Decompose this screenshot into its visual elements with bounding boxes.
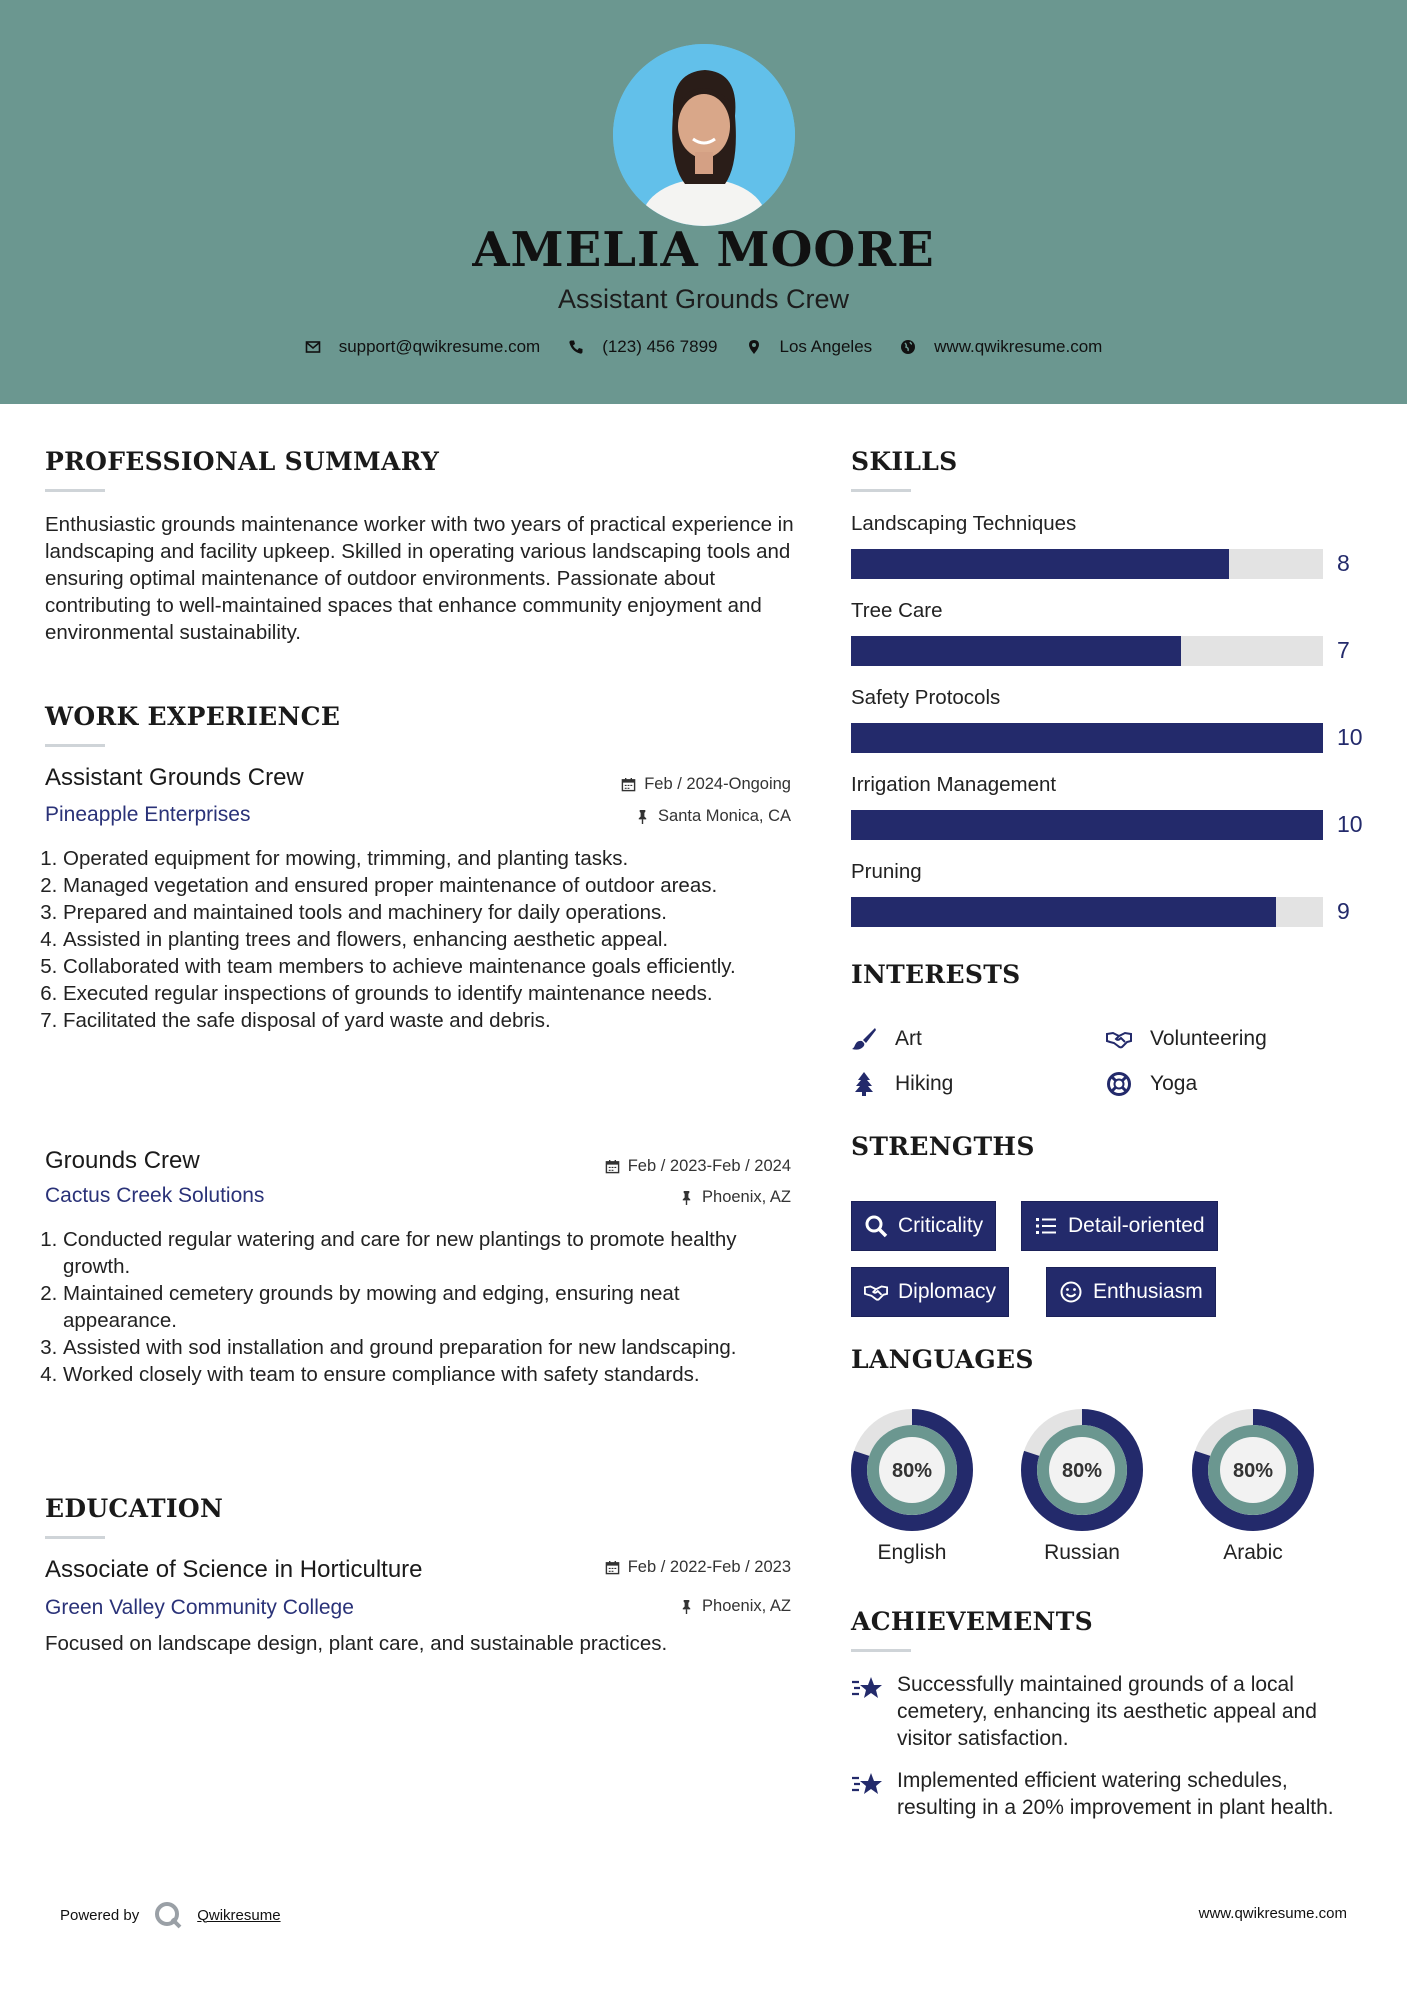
list-item: 3. Prepared and maintained tools and machinery for daily operations. xyxy=(63,899,795,926)
job-location xyxy=(635,807,791,826)
skill-score: 9 xyxy=(1337,898,1350,924)
strengths-heading: STRENGTHS xyxy=(851,1132,1035,1161)
language-item xyxy=(851,1409,973,1565)
language-donut xyxy=(1021,1409,1143,1531)
education-dates xyxy=(605,1558,791,1577)
footer-website[interactable]: www.qwikresume.com xyxy=(1198,1905,1347,1922)
job-duties xyxy=(45,845,795,1034)
list-item: 5. Collaborated with team members to achieve maintenance goals efficiently. xyxy=(63,953,795,980)
calendar-icon xyxy=(605,1560,620,1575)
job-dates xyxy=(621,775,791,794)
summary-rule xyxy=(45,489,105,492)
list-item: 7. Facilitated the safe disposal of yard waste and debris. xyxy=(63,1007,795,1034)
language-percent: 80% xyxy=(1232,1460,1274,1482)
lifering-icon xyxy=(1106,1071,1132,1097)
skill-bar-track xyxy=(851,810,1323,840)
language-donut xyxy=(1192,1409,1314,1531)
interest-label: Yoga xyxy=(1150,1072,1198,1095)
skills-rule xyxy=(851,489,911,492)
skill-bar-track xyxy=(851,723,1323,753)
skill-bar-track xyxy=(851,897,1323,927)
list-item: 6. Executed regular inspections of grounds to identify maintenance needs. xyxy=(63,980,795,1007)
list-item: 2. Maintained cemetery grounds by mowing and edging, ensuring neat appearance. xyxy=(63,1280,795,1334)
skill-label: Irrigation Management xyxy=(851,773,1057,796)
contact-website[interactable] xyxy=(900,337,1102,357)
education-heading: EDUCATION xyxy=(45,1494,224,1523)
language-donut xyxy=(851,1409,973,1531)
education-location-text: Phoenix, AZ xyxy=(702,1597,791,1615)
search-icon xyxy=(864,1214,888,1238)
list-item: 4. Worked closely with team to ensure compliance with safety standards. xyxy=(63,1361,795,1388)
skill-score: 7 xyxy=(1337,637,1350,663)
experience-heading: WORK EXPERIENCE xyxy=(45,702,341,731)
language-name: Russian xyxy=(1044,1541,1120,1564)
star-award-icon xyxy=(851,1674,885,1704)
list-item: 4. Assisted in planting trees and flowers, enhancing aesthetic appeal. xyxy=(63,926,795,953)
candidate-name: AMELIA MOORE xyxy=(472,222,935,278)
skill-score: 10 xyxy=(1337,811,1363,837)
contact-row xyxy=(0,337,1407,357)
strength-chip-diplomacy xyxy=(851,1267,1009,1317)
strength-chip-detail-oriented xyxy=(1021,1201,1218,1251)
skill-bar-fill xyxy=(851,549,1229,579)
pushpin-icon xyxy=(635,809,650,824)
skill-bar-fill xyxy=(851,810,1323,840)
job-duties xyxy=(45,1226,795,1388)
contact-location-text: Los Angeles xyxy=(779,337,873,356)
skill-score: 8 xyxy=(1337,550,1350,576)
interest-yoga xyxy=(1106,1071,1197,1097)
interests-heading: INTERESTS xyxy=(851,960,1021,989)
language-percent: 80% xyxy=(1061,1460,1103,1482)
strength-chip-enthusiasm xyxy=(1046,1267,1216,1317)
job-location-text: Santa Monica, CA xyxy=(658,807,791,825)
skill-bar-track xyxy=(851,636,1323,666)
job-title: Grounds Crew xyxy=(45,1147,200,1174)
interest-art xyxy=(851,1026,922,1052)
interest-label: Art xyxy=(895,1027,922,1050)
achievement-item xyxy=(851,1767,1371,1821)
language-item xyxy=(1021,1409,1143,1565)
education-degree: Associate of Science in Horticulture xyxy=(45,1556,423,1583)
job-dates xyxy=(605,1157,791,1176)
calendar-icon xyxy=(621,777,636,792)
summary-heading: PROFESSIONAL SUMMARY xyxy=(45,447,440,476)
language-percent: 80% xyxy=(891,1460,933,1482)
skill-label: Safety Protocols xyxy=(851,686,1001,709)
achievement-text: Implemented efficient watering schedules, resulting in a 20% improvement in plant health. xyxy=(897,1769,1334,1819)
strength-label: Enthusiasm xyxy=(1093,1280,1203,1303)
footer-powered-by xyxy=(60,1900,281,1930)
contact-website-text: www.qwikresume.com xyxy=(934,337,1103,356)
job-company: Cactus Creek Solutions xyxy=(45,1184,265,1207)
achievement-item xyxy=(851,1671,1371,1752)
strength-label: Diplomacy xyxy=(898,1280,997,1303)
list-item: 2. Managed vegetation and ensured proper maintenance of outdoor areas. xyxy=(63,872,795,899)
language-name: English xyxy=(877,1541,947,1564)
education-school: Green Valley Community College xyxy=(45,1596,354,1619)
interest-label: Hiking xyxy=(895,1072,954,1095)
skill-bar-fill xyxy=(851,723,1323,753)
education-dates-text: Feb / 2022-Feb / 2023 xyxy=(627,1558,791,1576)
pushpin-icon xyxy=(679,1190,694,1205)
strength-chip-criticality xyxy=(851,1201,996,1251)
handshake-icon xyxy=(1106,1026,1132,1052)
contact-phone[interactable] xyxy=(568,337,717,357)
experience-rule xyxy=(45,744,105,747)
job-company: Pineapple Enterprises xyxy=(45,803,251,826)
candidate-title: Assistant Grounds Crew xyxy=(557,284,850,314)
list-item: 1. Conducted regular watering and care for new plantings to promote healthy growth. xyxy=(63,1226,795,1280)
calendar-icon xyxy=(605,1159,620,1174)
education-location xyxy=(679,1597,791,1616)
language-item xyxy=(1192,1409,1314,1565)
skill-bar-fill xyxy=(851,897,1276,927)
list-item: 3. Assisted with sod installation and ground preparation for new landscaping. xyxy=(63,1334,795,1361)
education-description: Focused on landscape design, plant care, and sustainable practices. xyxy=(45,1632,668,1655)
languages-heading: LANGUAGES xyxy=(851,1345,1034,1374)
skill-label: Landscaping Techniques xyxy=(851,512,1077,535)
job-title: Assistant Grounds Crew xyxy=(45,764,304,791)
skill-bar-track xyxy=(851,549,1323,579)
achievement-text: Successfully maintained grounds of a local cemetery, enhancing its aesthetic appeal and visitor satisfaction. xyxy=(897,1673,1317,1750)
strength-label: Detail-oriented xyxy=(1068,1214,1205,1237)
skill-label: Pruning xyxy=(851,860,922,883)
achievements-heading: ACHIEVEMENTS xyxy=(851,1607,1093,1636)
job-dates-text: Feb / 2023-Feb / 2024 xyxy=(627,1157,791,1175)
globe-icon xyxy=(900,339,916,355)
strength-label: Criticality xyxy=(898,1214,984,1237)
avatar xyxy=(613,44,795,226)
envelope-icon xyxy=(305,339,321,355)
pushpin-icon xyxy=(679,1599,694,1614)
footer-brand-link[interactable]: Qwikresume xyxy=(197,1906,281,1924)
phone-icon xyxy=(568,339,584,355)
list-icon xyxy=(1034,1214,1058,1238)
summary-text: Enthusiastic grounds maintenance worker with two years of practical experience in landscaping and facility upkeep. Skilled in operating various landscaping tools and ensuring optimal maintenance of outdoor environments. Passionate about contributing to well-maintained spaces that enhance community enjoyment and environmental sustainability. xyxy=(45,513,794,644)
tree-icon xyxy=(851,1071,877,1097)
job-dates-text: Feb / 2024-Ongoing xyxy=(644,775,791,793)
skill-label: Tree Care xyxy=(851,599,943,622)
contact-email-text: support@qwikresume.com xyxy=(338,337,541,356)
powered-by-label: Powered by xyxy=(60,1906,140,1924)
interest-label: Volunteering xyxy=(1150,1027,1267,1050)
star-award-icon xyxy=(851,1770,885,1800)
header-band xyxy=(0,0,1407,404)
contact-phone-text: (123) 456 7899 xyxy=(602,337,718,356)
contact-email[interactable] xyxy=(305,337,541,357)
paintbrush-icon xyxy=(851,1026,877,1052)
skills-heading: SKILLS xyxy=(851,447,958,476)
handshake-icon xyxy=(864,1280,888,1304)
job-location xyxy=(679,1188,791,1207)
language-name: Arabic xyxy=(1223,1541,1283,1564)
education-rule xyxy=(45,1536,105,1539)
interest-volunteering xyxy=(1106,1026,1267,1052)
qwikresume-logo-icon xyxy=(153,1900,183,1930)
map-pin-icon xyxy=(746,339,762,355)
contact-location xyxy=(746,337,873,357)
job-location-text: Phoenix, AZ xyxy=(702,1188,791,1206)
skill-bar-fill xyxy=(851,636,1181,666)
smile-icon xyxy=(1059,1280,1083,1304)
list-item: 1. Operated equipment for mowing, trimming, and planting tasks. xyxy=(63,845,795,872)
interest-hiking xyxy=(851,1071,953,1097)
skill-score: 10 xyxy=(1337,724,1363,750)
achievements-rule xyxy=(851,1649,911,1652)
